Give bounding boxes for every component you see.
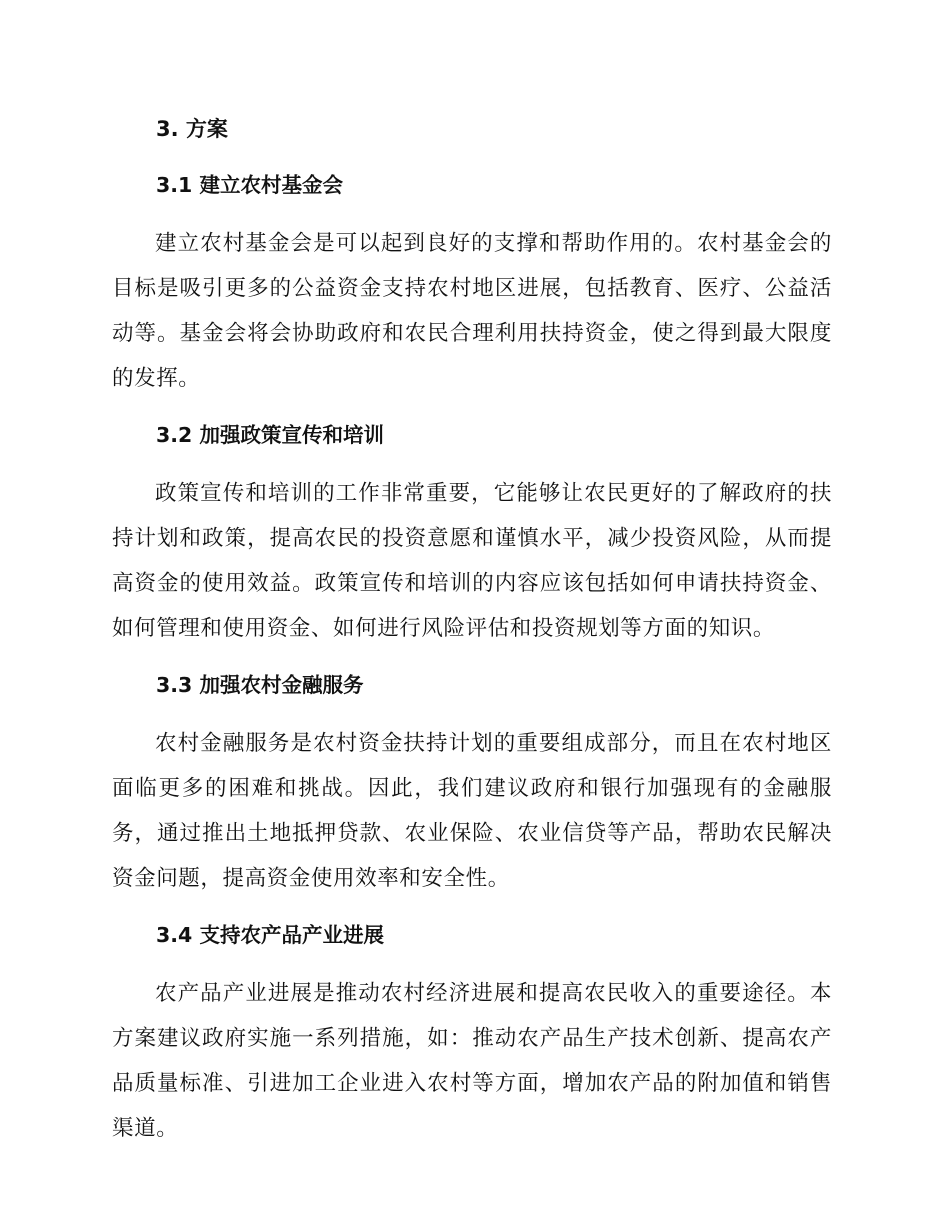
subsection-title-3-4: 3.4 支持农产品产业进展 (156, 923, 384, 947)
paragraph-3-2: 政策宣传和培训的工作非常重要，它能够让农民更好的了解政府的扶持计划和政策，提高农民的投资意愿和谨慎水平，减少投资风险，从而提高资金的使用效益。政策宣传和培训的内容应该包括如何申请扶持资金、如何管理和使用资金、如何进行风险评估和投资规划等方面的知识。 (112, 481, 832, 641)
subsection-title-3-2: 3.2 加强政策宣传和培训 (156, 423, 384, 447)
paragraph-3-4: 农产品产业进展是推动农村经济进展和提高农民收入的重要途径。本方案建议政府实施一系列措施，如：推动农产品生产技术创新、提高农产品质量标准、引进加工企业进入农村等方面，增加农产品的附加值和销售渠道。 (112, 981, 832, 1141)
section-heading: 3. 方案 (156, 117, 228, 141)
subsection-title-3-1: 3.1 建立农村基金会 (156, 173, 343, 197)
paragraph-3-3: 农村金融服务是农村资金扶持计划的重要组成部分，而且在农村地区面临更多的困难和挑战。因此，我们建议政府和银行加强现有的金融服务，通过推出土地抵押贷款、农业保险、农业信贷等产品，帮助农民解决资金问题，提高资金使用效率和安全性。 (112, 731, 832, 891)
subsection-title-3-3: 3.3 加强农村金融服务 (156, 673, 364, 697)
paragraph-3-1: 建立农村基金会是可以起到良好的支撑和帮助作用的。农村基金会的目标是吸引更多的公益资金支持农村地区进展，包括教育、医疗、公益活动等。基金会将会协助政府和农民合理利用扶持资金，使之得到最大限度的发挥。 (112, 231, 832, 391)
